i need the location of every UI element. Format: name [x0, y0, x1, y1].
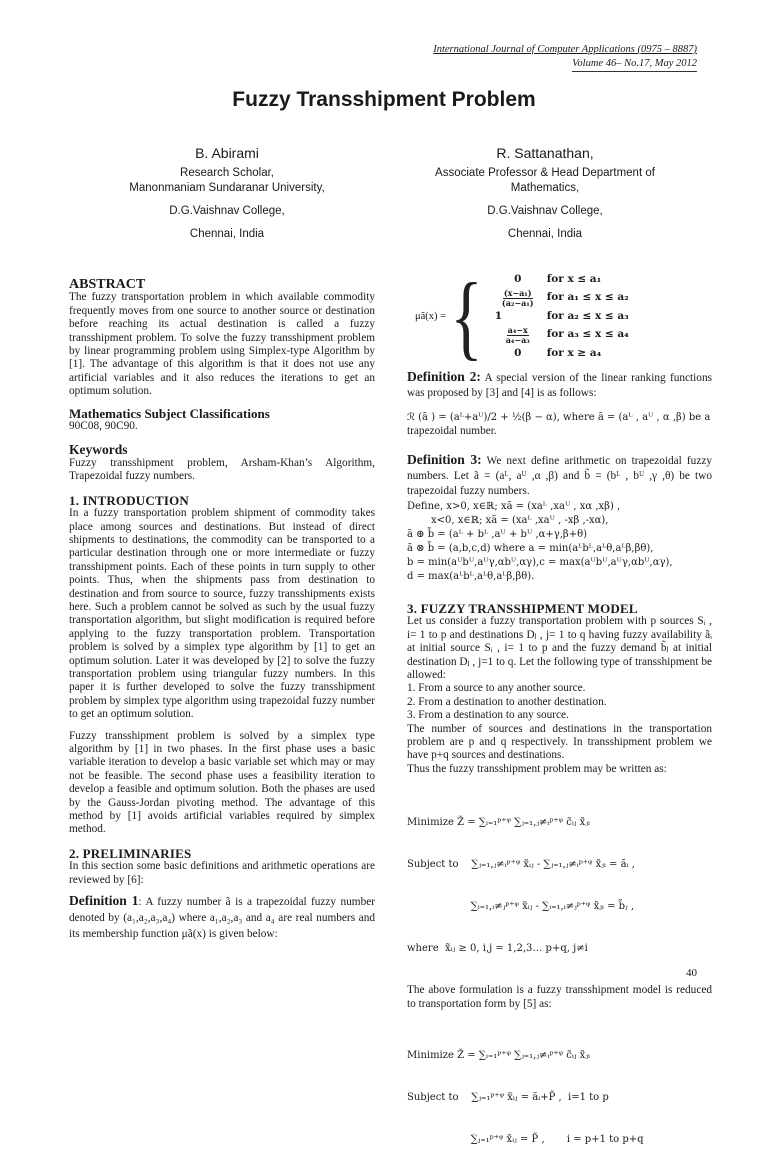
definition-2	[407, 369, 712, 401]
author-affiliation: D.G.Vaishnav College,	[487, 205, 603, 217]
lp-line: where x̃ᵢⱼ ≥ 0, i,j = 1,2,3… p+q, j≠i	[407, 943, 588, 955]
author-block-1	[94, 145, 360, 242]
definition-3-text: We next define arithmetic on trapezoidal fuzzy numbers. Let ã = (aᴸ, aᵁ ,α ,β) and b̃ = (bᴸ , bᵁ ,γ ,θ) be two trapezoidal fuzzy numbers.	[407, 454, 712, 497]
lp-line: Subject to ∑ⱼ₌₁ᵖ⁺ᵠ x̃ᵢⱼ = ãᵢ+P̃ , i=1 to p	[407, 1092, 609, 1103]
lp-line: Minimize Ž = ∑ᵢ₌₁ᵖ⁺ᵠ ∑ⱼ₌₁,ⱼ≠ᵢᵖ⁺ᵠ c̃ᵢⱼ x̃ⱼᵢ	[407, 1050, 590, 1061]
model-paragraph-3: Thus the fuzzy transshipment problem may be written as:	[407, 762, 667, 775]
msc-heading: Mathematics Subject Classifications	[69, 405, 270, 421]
case-condition: for x ≤ a₁	[546, 272, 602, 285]
preliminaries-heading: 2. PRELIMINARIES	[69, 845, 192, 861]
abstract-heading: ABSTRACT	[69, 277, 146, 292]
case-fraction-cell	[489, 324, 547, 345]
case-row	[489, 344, 629, 363]
lp-line: ∑ᵢ₌₁,ᵢ≠ⱼᵖ⁺ᵠ x̃ᵢⱼ - ∑ᵢ₌₁,ᵢ≠ⱼᵖ⁺ᵠ x̃ⱼᵢ = b̃ⱼ ,	[407, 901, 635, 913]
definition-1-text: : A fuzzy number ã is a trapezoidal fuzzy number denoted by (a₁,a₂,a₃,a₄) where a₁,a₂,a₃ and a₄ are real numbers and its membership function μã(x) is given below:	[69, 896, 375, 941]
lp-line: Subject to ∑ⱼ₌₁,ⱼ≠ᵢᵖ⁺ᵠ x̃ᵢⱼ - ∑ⱼ₌₁,ⱼ≠ᵢᵖ⁺ᵠ x̃ⱼᵢ = ãᵢ ,	[407, 859, 635, 871]
definition-3	[407, 452, 712, 499]
author-affiliation: Chennai, India	[507, 228, 583, 240]
definition-2-tail: trapezoidal number.	[407, 424, 497, 437]
case-value: 1	[494, 309, 503, 322]
case-row	[489, 270, 629, 289]
paper-title: Fuzzy Transshipment Problem	[232, 88, 536, 111]
introduction-heading: 1. INTRODUCTION	[69, 492, 190, 508]
definition-1-title: Definition 1	[69, 893, 139, 909]
definition-2-text: A special version of the linear ranking functions was proposed by [3] and [4] is as follows:	[407, 371, 713, 399]
arithmetic-line: d = max(aᴸbᴸ,aᴸθ,aᴸβ,βθ).	[407, 570, 535, 582]
preliminaries-text: In this section some basic definitions and arithmetic operations are reviewed by [6]:	[69, 860, 375, 886]
introduction-paragraph: In a fuzzy transportation problem shipment of commodity takes place among sources and destinations. But instead of direct shipments to destinations, the commodity can be transported to a particular destination through one or more intermediate or fuzzy transshipment points. Each of these points in turn supply to other points. Thus, when the shipments pass from destination to destination and from source to source, fuzzy transshipments exists here. Such a problem cannot be solved as such by the usual fuzzy transportation algorithm, but slight modification is required before applying to the fuzzy transportation problem. Transportation problem is solved by a simplex type algorithm by [1] to get an optimum solution. Later it was developed by [2] to solve the fuzzy transportation problem using triangular fuzzy numbers. In this paper it is further developed to solve the fuzzy transshipment problem by simplex type algorithm using trapezoidal fuzzy number to get an optimum solution.	[69, 507, 375, 721]
left-column	[69, 278, 375, 942]
case-condition: for a₁ ≤ x ≤ a₂	[546, 291, 629, 304]
arithmetic-line: b = min(aᵁbᵁ,aᵁγ,αbᵁ,αγ),c = max(aᵁbᵁ,aᵁγ,αbᵁ,αγ),	[407, 556, 673, 568]
definition-2-title: Definition 2:	[407, 368, 481, 384]
author-name: B. Abirami	[195, 145, 259, 161]
cases-brace: {	[450, 263, 483, 370]
model-heading: 3. FUZZY TRANSSHIPMENT MODEL	[407, 600, 638, 616]
author-affiliation: D.G.Vaishnav College,	[169, 205, 285, 217]
definition-1	[69, 893, 375, 942]
fraction-denominator: (a₂−a₁)	[501, 298, 534, 309]
case-condition: for a₃ ≤ x ≤ a₄	[546, 328, 629, 341]
case-condition: for x ≥ a₄	[546, 346, 602, 359]
arithmetic-line: ã ⊗ b̃ = (a,b,c,d) where a = min(aᴸbᴸ,aᴸθ,aᴸβ,βθ),	[407, 542, 654, 554]
volume-header: Volume 46– No.17, May 2012	[572, 57, 697, 72]
author-affiliation: Associate Professor & Head Department of	[435, 167, 655, 179]
keywords-heading: Keywords	[69, 442, 128, 458]
membership-function	[415, 263, 712, 370]
model-list-item: 1. From a source to any another source.	[407, 682, 586, 695]
case-condition: for a₂ ≤ x ≤ a₃	[546, 309, 629, 322]
case-fraction-cell	[489, 287, 547, 308]
author-affiliation: Research Scholar,	[180, 167, 274, 179]
author-name: R. Sattanathan,	[496, 145, 594, 161]
fraction-numerator: a₄−x	[507, 325, 528, 336]
model-list-item: 2. From a destination to another destination.	[407, 695, 607, 708]
author-block-2	[405, 145, 685, 242]
lp-line: Minimize Ž = ∑ᵢ₌₁ᵖ⁺ᵠ ∑ⱼ₌₁,ⱼ≠ᵢᵖ⁺ᵠ c̃ᵢⱼ x̃ⱼᵢ	[407, 817, 590, 829]
introduction-paragraph-2: Fuzzy transshipment problem is solved by a simplex type algorithm by [1] in two phases. In the first phase uses a basic variable iteration to develop a basic variable set which may or may not be feasible. The second phase uses a feasibility iteration to develop a feasible and optimum solution. Both the phases are used by the Gauss-Jordan pivoting method. The advantage of this method by [1] avoids artificial variables required by simplex method.	[69, 729, 375, 836]
page-number: 40	[686, 967, 697, 979]
case-fraction	[506, 326, 530, 345]
membership-lhs: μã(x) =	[415, 310, 447, 322]
definition-3-title: Definition 3:	[407, 451, 482, 467]
msc-text: 90C08, 90C90.	[69, 420, 138, 433]
lp-formulation-2	[407, 1021, 712, 1175]
case-fraction	[502, 289, 534, 308]
model-paragraph-2: The number of sources and destinations in the transportation problem are p and q respectively. In transshipment problem we have p+q sources and destinations.	[407, 722, 712, 762]
author-affiliation: Mathematics,	[510, 182, 580, 194]
case-value: 0	[514, 346, 522, 359]
journal-header: International Journal of Computer Applications (0975 – 8887)	[433, 44, 697, 55]
model-paragraph: Let us consider a fuzzy transportation problem with p sources Sᵢ , i= 1 to p and destinations Dⱼ , j= 1 to q having fuzzy availability ãᵢ at initial source Sᵢ , i= 1 to p and the fuzzy demand b̃ⱼ at initial destination Dⱼ , j=1 to q. Let the following type of transshipment be allowed:	[407, 615, 712, 681]
case-value: 0	[514, 272, 522, 285]
ranking-formula: ℛ (ã ) = (aᴸ+aᵁ)/2 + ½(β − α), where ã = (aᴸ , aᵁ , α ,β) be a	[407, 411, 711, 423]
arithmetic-definitions	[407, 500, 712, 584]
case-row	[489, 289, 629, 308]
abstract-text: The fuzzy transportation problem in which available commodity frequently moves from one source to another source or destination before reaching its actual destination is called a fuzzy transshipment problem. To solve the fuzzy transshipment problem by linear programming problem using Simplex-type Algorithm by [1]. The advantage of this algorithm is that it does not use any artificial variables and it also reduces the iterations to get an optimum solution.	[69, 291, 375, 398]
lp-line: ∑ⱼ₌₁ᵖ⁺ᵠ x̃ᵢⱼ = P̃ , i = p+1 to p+q	[407, 1134, 644, 1145]
case-row	[489, 307, 629, 326]
lp-formulation-1	[407, 788, 712, 984]
author-affiliation: Chennai, India	[189, 228, 265, 240]
model-paragraph-4: The above formulation is a fuzzy transshipment model is reduced to transportation form by [5] as:	[407, 984, 712, 1010]
model-list-item: 3. From a destination to any source.	[407, 709, 569, 722]
fraction-numerator: (x−a₁)	[503, 288, 532, 299]
arithmetic-line: ã ⊕ b̃ = (aᴸ + bᴸ ,aᵁ + bᵁ ,α+γ,β+θ)	[407, 528, 587, 540]
right-column	[407, 263, 713, 1175]
membership-cases	[489, 270, 629, 363]
case-row	[489, 326, 629, 345]
keywords-text: Fuzzy transshipment problem, Arsham-Khan’s Algorithm, Trapezoidal fuzzy numbers.	[69, 456, 375, 483]
author-affiliation: Manonmaniam Sundaranar University,	[129, 182, 325, 194]
arithmetic-line: Define, x>0, x∈ℝ; xã = (xaᴸ ,xaᵁ , xα ,xβ) ,	[407, 500, 621, 512]
fraction-denominator: a₄−a₃	[505, 335, 530, 346]
arithmetic-line: x<0, x∈ℝ; xã = (xaᴸ ,xaᵁ , -xβ ,-xα),	[431, 514, 609, 526]
